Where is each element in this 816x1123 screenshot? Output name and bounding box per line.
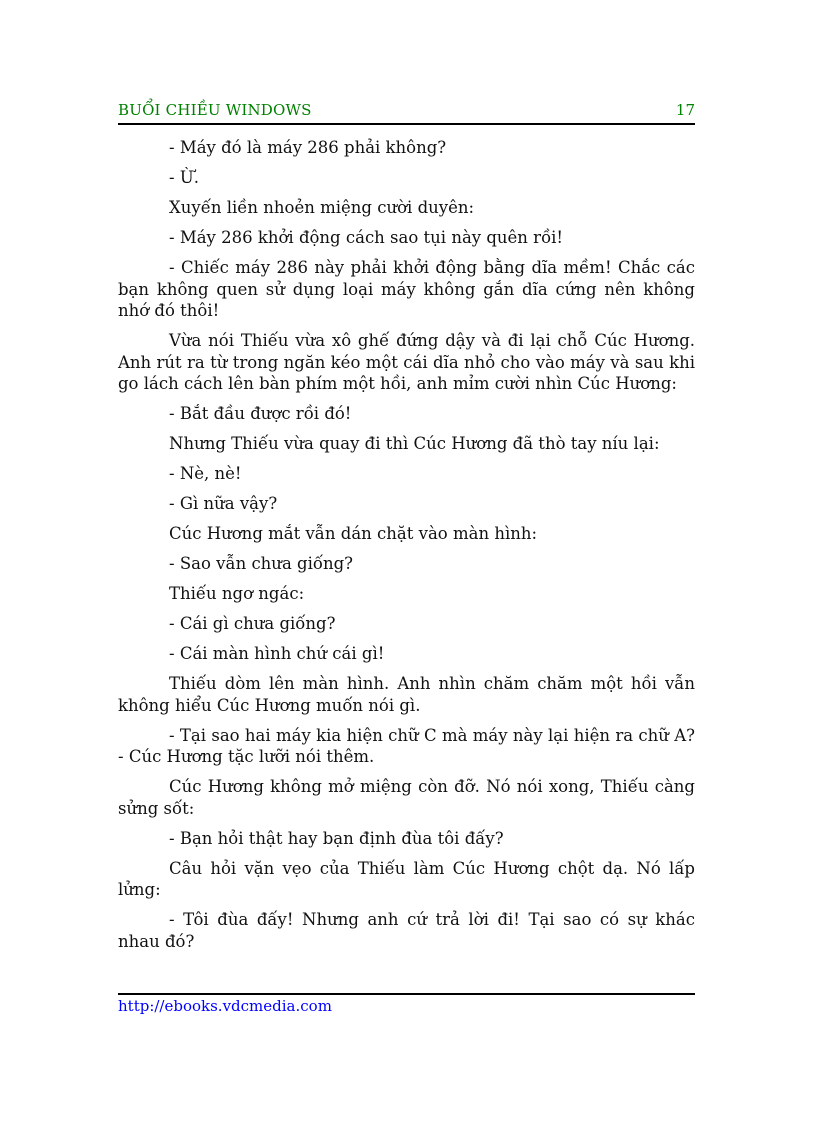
paragraph: Vừa nói Thiếu vừa xô ghế đứng dậy và đi lại chỗ Cúc Hương. Anh rút ra từ trong ngăn kéo một cái dĩa nhỏ cho vào máy và sau khi go lách cách lên bàn phím một hồi, anh mỉm cười nhìn Cúc Hương: xyxy=(118,331,695,393)
paragraph: - Bắt đầu được rồi đó! xyxy=(169,404,352,423)
paragraph: - Cái gì chưa giống? xyxy=(169,614,336,633)
paragraph: - Cái màn hình chứ cái gì! xyxy=(169,644,385,663)
chapter-body xyxy=(118,137,695,961)
paragraph: - Máy 286 khởi động cách sao tụi này quên rồi! xyxy=(169,228,564,247)
paragraph: - Máy đó là máy 286 phải không? xyxy=(169,138,447,157)
page-header xyxy=(118,101,695,125)
paragraph: Thiếu dòm lên màn hình. Anh nhìn chăm chăm một hồi vẫn không hiểu Cúc Hương muốn nói gì. xyxy=(118,674,695,715)
paragraph: - Ừ. xyxy=(169,168,199,187)
paragraph: Nhưng Thiếu vừa quay đi thì Cúc Hương đã thò tay níu lại: xyxy=(169,434,660,453)
paragraph: Cúc Hương không mở miệng còn đỡ. Nó nói xong, Thiếu càng sửng sốt: xyxy=(118,777,695,818)
paragraph: Xuyến liền nhoẻn miệng cười duyên: xyxy=(169,198,475,217)
paragraph: - Tại sao hai máy kia hiện chữ C mà máy này lại hiện ra chữ A? - Cúc Hương tặc lưỡi nói thêm. xyxy=(118,725,695,766)
footer-divider xyxy=(118,993,695,995)
book-title: BUỔI CHIỀU WINDOWS xyxy=(118,101,312,119)
page-number: 17 xyxy=(675,101,695,119)
paragraph: - Tôi đùa đấy! Nhưng anh cứ trả lời đi! Tại sao có sự khác nhau đó? xyxy=(118,910,695,951)
paragraph: - Bạn hỏi thật hay bạn định đùa tôi đấy? xyxy=(169,828,504,848)
paragraph: - Chiếc máy 286 này phải khởi động bằng dĩa mềm! Chắc các bạn không quen sử dụng loại máy không gắn dĩa cứng nên không nhớ đó thôi! xyxy=(118,258,695,320)
website-link[interactable]: http://ebooks.vdcmedia.com xyxy=(118,997,332,1015)
paragraph: - Gì nữa vậy? xyxy=(169,494,278,513)
paragraph: - Sao vẫn chưa giống? xyxy=(169,554,353,573)
paragraph: Câu hỏi vặn vẹo của Thiếu làm Cúc Hương chột dạ. Nó lấp lửng: xyxy=(118,858,695,899)
paragraph: - Nè, nè! xyxy=(169,464,242,483)
paragraph: Cúc Hương mắt vẫn dán chặt vào màn hình: xyxy=(169,524,538,543)
paragraph: Thiếu ngơ ngác: xyxy=(169,584,305,603)
